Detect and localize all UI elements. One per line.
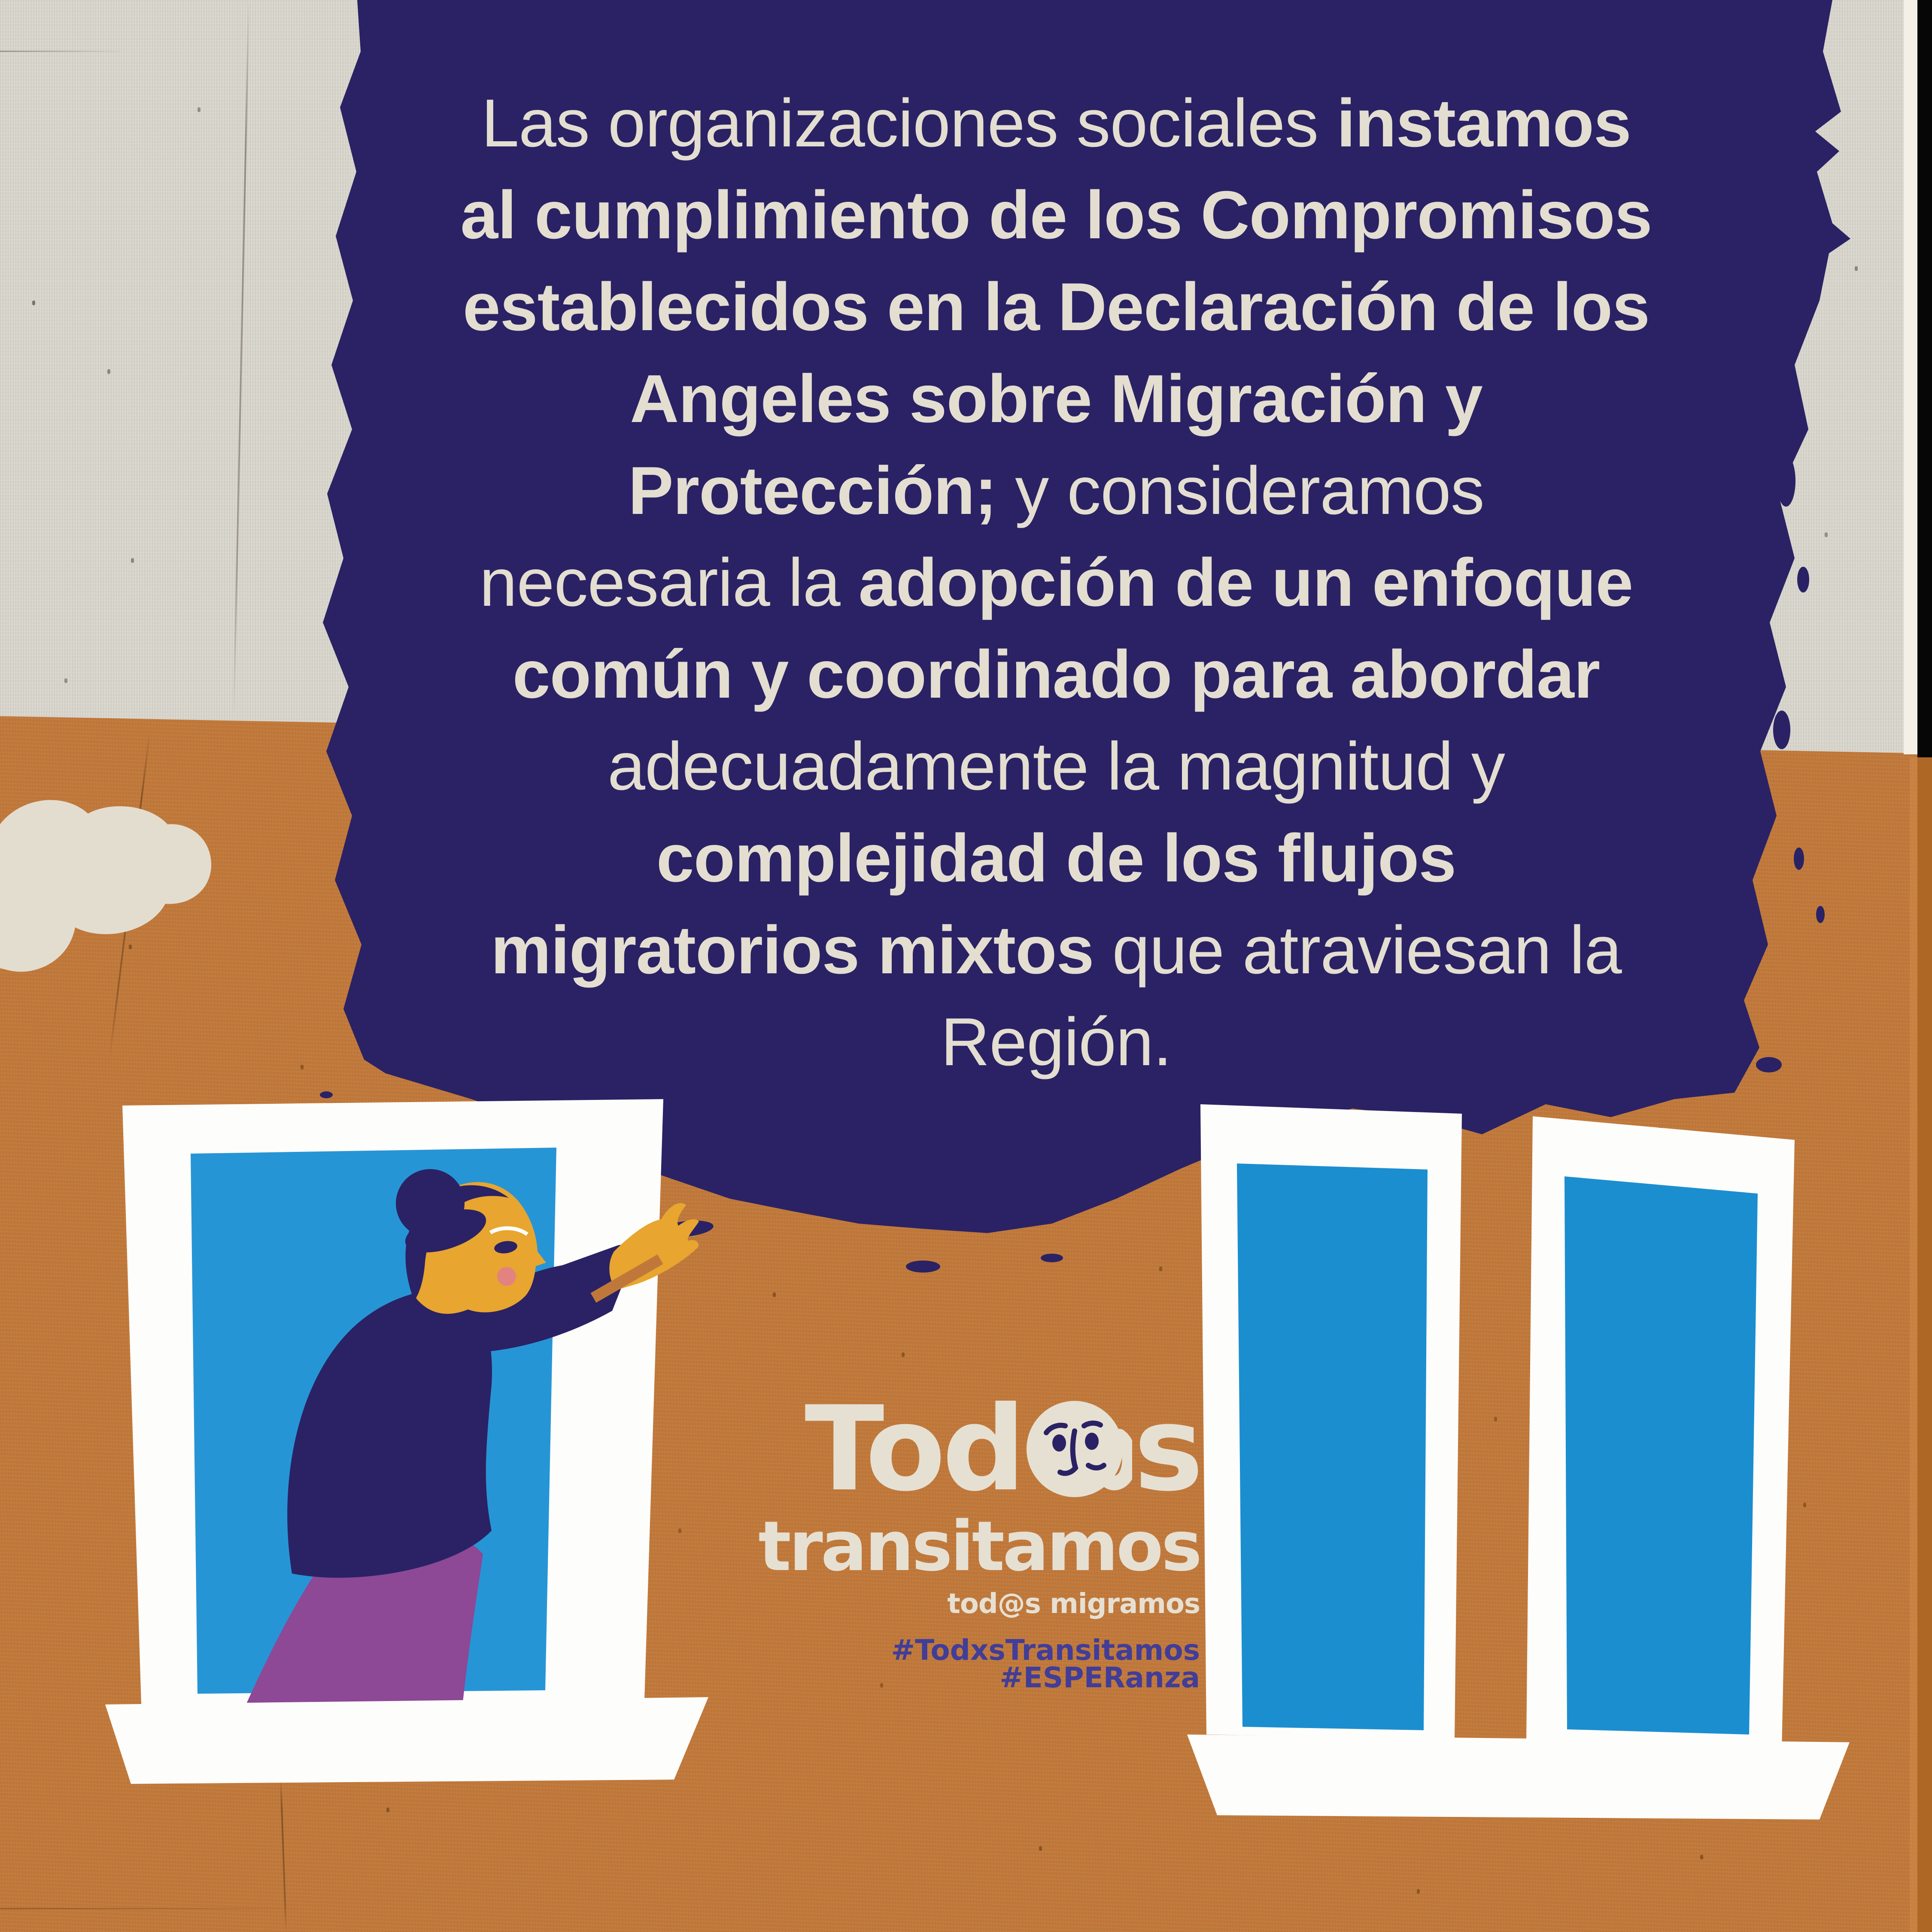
line-text-bold: Protección;: [628, 453, 997, 529]
logo-title-post: s: [1134, 1382, 1200, 1517]
page-edge-shadow: [1917, 0, 1932, 757]
line-text: adecuadamente la magnitud y: [608, 729, 1505, 804]
line-text-bold: al cumplimiento de los Compromisos: [460, 177, 1652, 253]
hashtag-block: [758, 1634, 1200, 1694]
page-edge-highlight: [1904, 0, 1917, 754]
logo-title: [758, 1382, 1200, 1517]
line-text: Región.: [941, 1004, 1172, 1080]
message-line: [322, 261, 1790, 353]
page-edge-strip: [1917, 757, 1932, 1932]
hashtag-esperanza: #ESPERanza: [999, 1661, 1200, 1694]
line-text-bold: adopción de un enfoque: [858, 545, 1633, 620]
at-faces-icon: [1024, 1397, 1132, 1505]
window-sill: [105, 1697, 708, 1784]
message-line: [322, 629, 1790, 720]
statement-text: [322, 77, 1790, 1088]
logo-subtitle: transitamos: [758, 1506, 1200, 1586]
message-line: [322, 812, 1790, 904]
window-pane: [1237, 1163, 1428, 1730]
message-line: [322, 904, 1790, 996]
line-text: y consideramos: [996, 453, 1484, 529]
window-pane: [1564, 1176, 1758, 1735]
message-line: [322, 77, 1790, 169]
line-text-bold: migratorios mixtos: [491, 912, 1094, 988]
line-text-bold: común y coordinado para abordar: [512, 637, 1600, 712]
message-line: [322, 720, 1790, 812]
page-edge-highlight: [1910, 757, 1917, 1932]
line-text-bold: instamos: [1337, 85, 1631, 161]
message-line: [322, 996, 1790, 1088]
message-line: [322, 537, 1790, 629]
message-line: [322, 169, 1790, 261]
campaign-logo: [758, 1382, 1200, 1694]
line-text: que atraviesan la: [1094, 912, 1622, 988]
logo-title-pre: Tod: [805, 1382, 1023, 1517]
hashtag-transitamos: #TodxsTransitamos: [891, 1634, 1200, 1667]
line-text: necesaria la: [479, 545, 859, 620]
message-line: [322, 353, 1790, 445]
logo-tagline: tod@s migramos: [947, 1588, 1200, 1620]
window-woman-illustration: [99, 1093, 743, 1797]
line-text-bold: Angeles sobre Migración y: [630, 361, 1482, 437]
line-text-bold: complejidad de los flujos: [656, 820, 1456, 896]
message-line: [322, 445, 1790, 537]
woman-cheek: [497, 1267, 516, 1286]
double-window-illustration: [1176, 1082, 1850, 1825]
line-text-bold: establecidos en la Declaración de los: [462, 269, 1650, 345]
window-sill: [1187, 1735, 1850, 1820]
line-text: Las organizaciones sociales: [481, 85, 1337, 161]
